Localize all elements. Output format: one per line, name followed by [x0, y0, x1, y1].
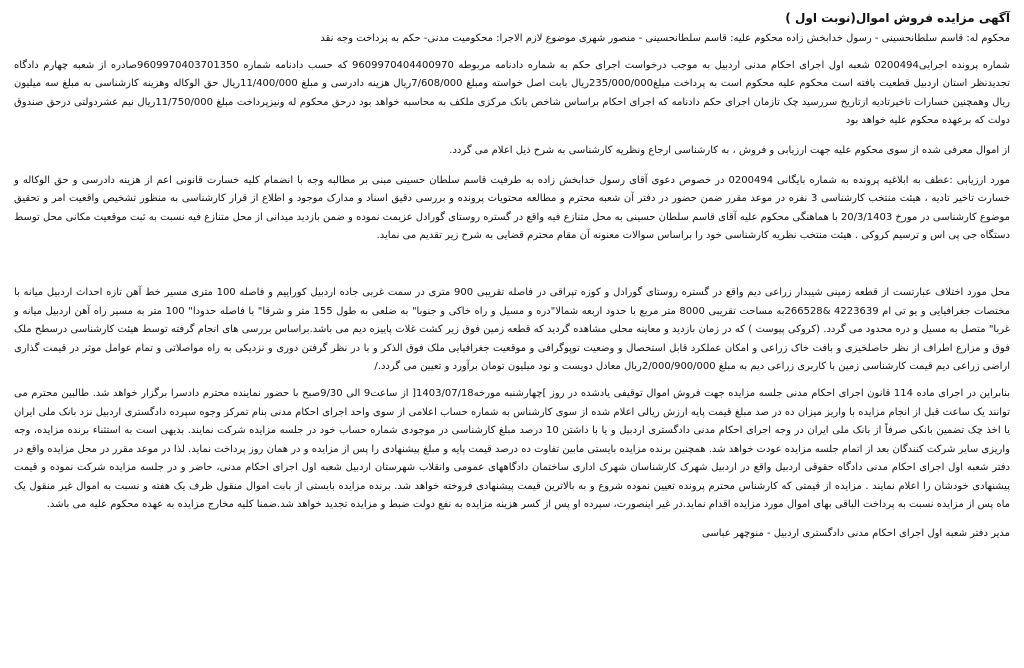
case-parties: محکوم له: قاسم سلطانحسینی - رسول خدابخش زاده محکوم علیه: قاسم سلطانحسینی - منصور شهری موضوع لازم الاجرا: محکومیت مدنی- حکم به پرداخت وجه نقد — [320, 33, 1010, 44]
case-file-paragraph: شماره پرونده اجرایی0200494 شعبه اول اجرای احکام مدنی اردبیل به موجب درخواست اجرای حکم به شماره دادنامه مربوطه 9609970404400970 که حسب دادنامه شماره 9609970403701350صادره از شعبه چهارم دادگاه تجدیدنظر استان اردبیل قطعیت یافته است محکوم علیه محکوم است به پرداخت مبلغ235/000/000ریال بابت اصل خواسته ومبلغ 7/608/000ریال هزینه دادرسی و مبلغ 11/400/000ریال حق الوکاله وهزینه کارشناسی به مبلغ سه میلیون ریال وهمچنین خسارات تاخیرتادیه ازتاریخ سررسید چک تازمان اجرای حکم دادنامه که اجرای احکام براساس شاخص بانک مرکزی ملکف به محاسبه خواهد بود درحق محکوم له ونیزپرداخت مبلغ 11/750/000ریال نیم عشردولتی درحق صندوق دولت که برعهده محکوم علیه خواهد بود — [14, 59, 1010, 127]
expert-evaluation-paragraph: مورد ارزیابی :عطف به ابلاغیه پرونده به شماره بایگانی 0200494 در خصوص دعوی آقای رسول خدابخش زاده به طرفیت قاسم سلطان حسینی مبنی بر مطالبه وجه با انضمام کلیه خسارت قانونی اعم از هزینه دادرسی و حق الوکاله و خسارت تاخیر تادیه ، هیئت منتخب کارشناسی 3 نفره در موعد مقرر ضمن حضور در دفتر آن شعبه محترم و مطالعه محتویات پرونده و بررسی دقیق اسناد و مدارک موجود و اطلاع از قرار کارشناسی به منظور تشخیص واقعیت امر و تحقیق موضوع کارشناسی در مورخ 20/3/1403 با هماهنگی محکوم علیه آقای قاسم سلطان حسینی به محل متنازع فیه واقع در گستره روستای گورادل عزیمت نموده و ضمن بازدید میدانی از محل متنازع فیه نسبت به ثبت موقعیت مکانی محل توسط دستگاه جی پی اس و ترسیم کروکی . هیئت منتخب نظریه کارشناسی خود را براساس سوالات معنونه آن مقام محترم قضایی به شرح زیر تقدیم می نماید. — [14, 174, 1011, 242]
seized-property-paragraph: از اموال معرفی شده از سوی محکوم علیه جهت ارزیابی و فروش ، به کارشناسی ارجاع ونظریه کارشناسی به شرح ذیل اعلام می گردد. — [449, 144, 1010, 156]
notice-title: آگهی مزایده فروش اموال(نوبت اول ) — [785, 11, 1010, 25]
property-description-paragraph: محل مورد اختلاف عبارتست از قطعه زمینی شیبدار زراعی دیم واقع در گستره روستای گورادل و کوزه تپراقی در فاصله تقریبی 900 متری در سمت غربی جاده اردبیل کوراییم و فاصله 100 متری مسیر خط آهن تازه احداث اردبیل میانه با مختصات جغرافیایی و یو تی ام 4223639 &266528به مساحت تقریبی 8000 متر مربع با حدود اربعه شمالا"دره و مسیل و راه خاکی و جنوبا" به ضلعی به طول 155 متر و شرقا" با فاصله حدودا" 100 متر به مسیر راه آهن اردبیل میانه و غربا" متصل به مسیل و دره محدود می گردد. (کروکی پیوست ) که در زمان بازدید و معاینه محلی مشاهده گردید که قطعه زمین فوق زیر کشت غلات پاییزه دیم می باشد.براساس بررسی های انجام گرفته توسط هیئت کارشناسی درسطح ملک فوق و مزارع اطراف از نظر حاصلخیزی و بافت خاک زراعی و امکان عملکرد قابل استحصال و وضعیت توپوگرافی و موقعیت جغرافیایی ملک فوق الذکر و با در نظر گرفتن دوری و نزدیکی به راه مواصلاتی و تمام عوامل موثر در قیمت گذاری اراضی زراعی دیم قیمت کارشناسی زمین با کاربری زراعی دیم به مبلغ 2/000/900/000ریال معادل دویست و نود میلیون تومان برآورد و تعیین می گردد./ — [14, 286, 1010, 373]
signature-line: مدیر دفتر شعبه اول اجرای احکام مدنی دادگستری اردبیل - منوچهر عباسی — [702, 528, 1010, 540]
auction-terms-paragraph: بنابراین در اجرای ماده 114 قانون اجرای احکام مدنی جلسه مزایده جهت فروش اموال توقیفی یادشده در روز ]چهارشنبه مورخه1403/07/18[ از ساعت9 الی 9/30صبح با حضور نماینده محترم دادسرا برگزار خواهد شد. طالبین محترم می توانند یک ساعت قبل از انجام مزایده با واریز میزان ده در صد مبلغ قیمت پایه ارزش ریالی اعلام شده از سوی کارشناس به شماره حساب اعلامی از سوی واحد اجرای احکام مدنی بنام تمرکز وجوه سپرده دادگستری اردبیل نزد بانک ملی ایران یا اخذ چک تضمین بانکی صرفاً از بانک ملی ایران در وجه اجرای احکام مدنی دادگستری اردبیل و یا با داشتن 10 درصد مبلغ کارشناسی در موجودی شماره حساب خود در جلسه مزایده شرکت نمایند. بدیهی است به استثناء برنده مزایده، وجه واریزی سایر شرکت کنندگان بعد از اتمام جلسه مزایده عودت خواهد شد. همچنین برنده مزایده بایستی مابین تفاوت ده درصد قیمت پایه و مبلغ پیشنهادی را پس از مزایده و در همان روز پرداخت نماید. لذا در موعد مقرر در محل مزایده واقع در دفتر شعبه اول اجرای احکام مدنی دادگاه حقوقی اردبیل واقع در اردبیل شهرک کارشناسان شهرک اداری ساختمان دادگاههای عمومی وانقلاب شهرستان اردبیل شعبه اول اجرای احکام مدنی، حاضر و در جلسه مزایده شرکت نموده و قیمت پیشنهادی خودشان را اعلام نمایند . مزایده از قیمتی که کارشناس محترم پرونده تعیین نموده شروع و به بالاترین قیمت پیشنهادی فروخته خواهد شد. برنده مزایده بایستی از بابت اموال منقول ظرف یک هفته و نسبت به اموال غیر منقول یک ماه پس از مزایده نسبت به پرداخت الباقی بهای اموال مورد مزایده اقدام نماید.در غیر اینصورت، سپرده او پس از کسر هزینه مزایده به نفع دولت ضبط و مزایده تجدید خواهد شد.ضمنا کلیه مخارج مزایده به عهده محکوم علیه می باشد. — [14, 387, 1011, 511]
